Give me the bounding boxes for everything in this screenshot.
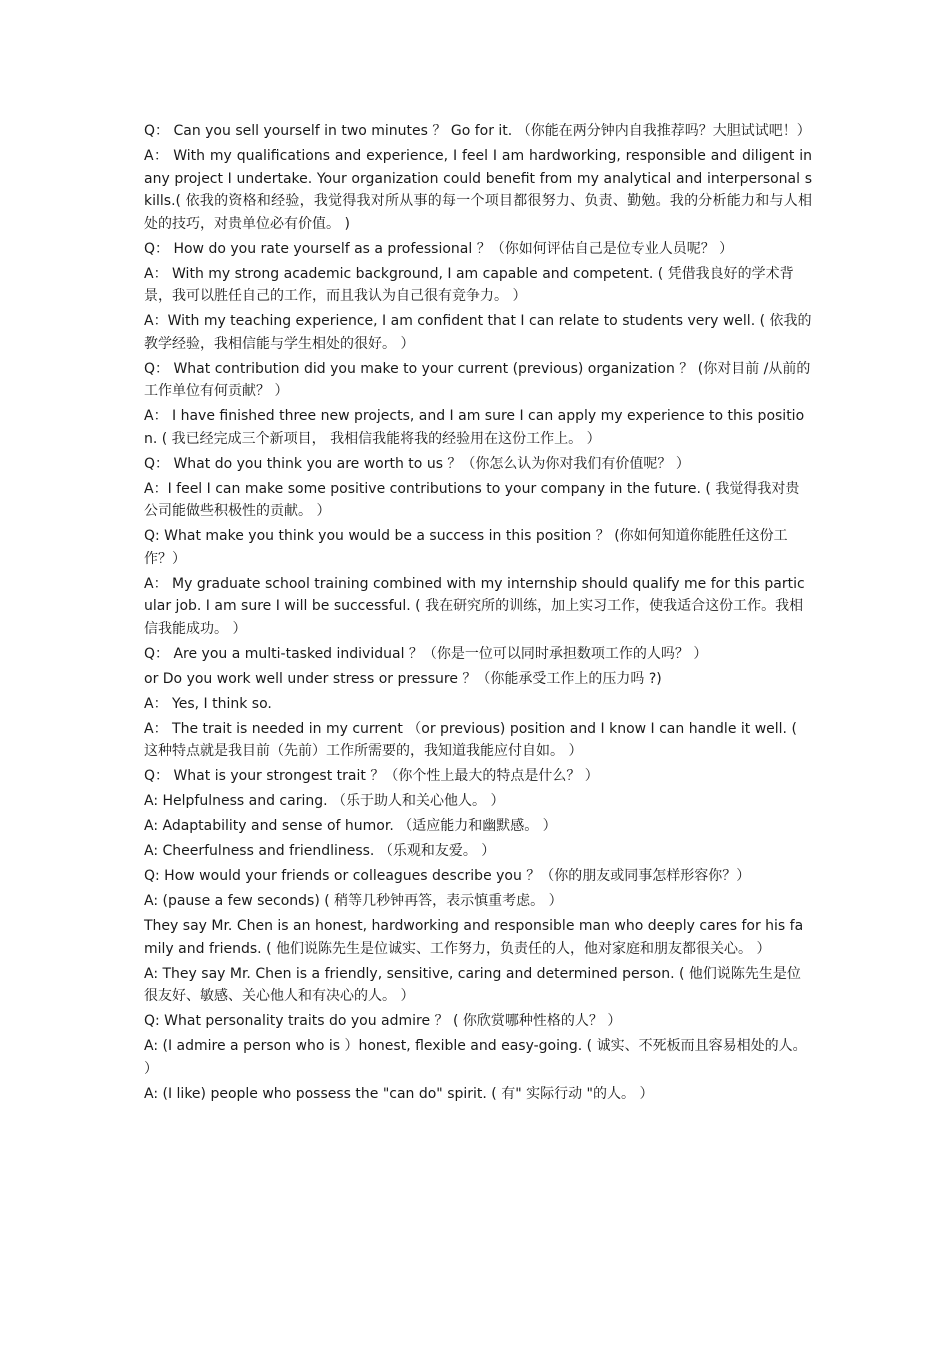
paragraph-a-positive-contributions: A：I feel I can make some positive contributions to your company in the future. ( 我觉得我对贵公司能做些积极性的贡献。 ） [144, 480, 800, 519]
document-page [144, 120, 812, 1108]
paragraph-a-trait-needed: A： The trait is needed in my current （or previous) position and I know I can handle it well. ( 这种特点就是我目前（先前）工作所需要的，我知道我能应付自如。 ） [144, 720, 797, 759]
paragraph-a-graduate-training: A： My graduate school training combined with my internship should qualify me for this particular job. I am sure I will be successful. ( 我在研究所的训练，加上实习工作，使我适合这份工作。我相信我能成功。 ） [144, 575, 805, 637]
paragraph-q-sell-yourself: Q： Can you sell yourself in two minutes ？ Go for it. （你能在两分钟内自我推荐吗？大胆试试吧！） [144, 123, 811, 139]
paragraph-q-success: Q: What make you think you would be a success in this position ？ (你如何知道你能胜任这份工作？） [144, 528, 788, 567]
paragraph-a-pause: A: (pause a few seconds) ( 稍等几秒钟再答，表示慎重考虑。 ） [144, 893, 563, 909]
paragraph-a-yes: A： Yes, I think so. [144, 695, 272, 712]
paragraph-a-honest-hardworking: They say Mr. Chen is an honest, hardworking and responsible man who deeply cares for his family and friends. ( 他们说陈先生是位诚实、工作努力，负责任的人，他对家庭和朋友都很关心。 ） [144, 918, 804, 957]
paragraph-q-stress: or Do you work well under stress or pressure ？（你能承受工作上的压力吗 ?) [144, 670, 662, 687]
paragraph-q-strongest-trait: Q： What is your strongest trait ？（你个性上最大的特点是什么？ ） [144, 768, 599, 784]
paragraph-a-cheerfulness: A: Cheerfulness and friendliness. （乐观和友爱。 ） [144, 843, 496, 859]
paragraph-a-admire-person: A: (I admire a person who is ）honest, flexible and easy-going. ( 诚实、不死板而且容易相处的人。 ） [144, 1038, 807, 1077]
paragraph-q-multitasked: Q： Are you a multi-tasked individual ？（你是一位可以同时承担数项工作的人吗？ ） [144, 645, 708, 662]
paragraph-a-friendly-sensitive: A: They say Mr. Chen is a friendly, sensitive, caring and determined person. ( 他们说陈先生是位很友好、敏感、关心他人和有决心的人。 ） [144, 965, 801, 1004]
paragraph-q-friends-describe: Q: How would your friends or colleagues describe you ？（你的朋友或同事怎样形容你？） [144, 868, 751, 884]
paragraph-a-teaching-experience: A：With my teaching experience, I am confident that I can relate to students very well. ( 依我的教学经验，我相信能与学生相处的很好。 ） [144, 313, 812, 352]
paragraph-q-rate-professional: Q： How do you rate yourself as a professional ？（你如何评估自己是位专业人员呢？ ） [144, 240, 734, 257]
paragraph-q-personality-traits: Q: What personality traits do you admire ？ ( 你欣赏哪种性格的人？ ） [144, 1013, 622, 1029]
paragraph-a-academic-background: A： With my strong academic background, I am capable and competent. ( 凭借我良好的学术背景，我可以胜任自己的工作，而且我认为自己很有竞争力。 ） [144, 265, 794, 304]
paragraph-a-helpfulness: A: Helpfulness and caring. （乐于助人和关心他人。 ） [144, 793, 505, 809]
paragraph-a-can-do: A: (I like) people who possess the "can do" spirit. ( 有" 实际行动 "的人。 ） [144, 1085, 654, 1102]
paragraph-a-adaptability: A: Adaptability and sense of humor. （适应能力和幽默感。 ） [144, 818, 557, 834]
paragraph-q-contribution: Q： What contribution did you make to your current (previous) organization ？ (你对目前 /从前的工作单位有何贡献？ ） [144, 360, 811, 399]
paragraph-a-qualifications: A： With my qualifications and experience, I feel I am hardworking, responsible and diligent in any project I undertake. Your organization could benefit from my analytical and interpersonal skills.( 依我的资格和经验，我觉得我对所从事的每一个项目都很努力、负责、勤勉。我的分析能力和与人相处的技巧，对贵单位必有价值。 ) [144, 148, 812, 232]
paragraph-a-three-projects: A： I have finished three new projects, and I am sure I can apply my experience to this position. ( 我已经完成三个新项目， 我相信我能将我的经验用在这份工作上。 ） [144, 408, 805, 447]
paragraph-q-worth: Q： What do you think you are worth to us ？（你怎么认为你对我们有价值呢？ ） [144, 455, 690, 472]
